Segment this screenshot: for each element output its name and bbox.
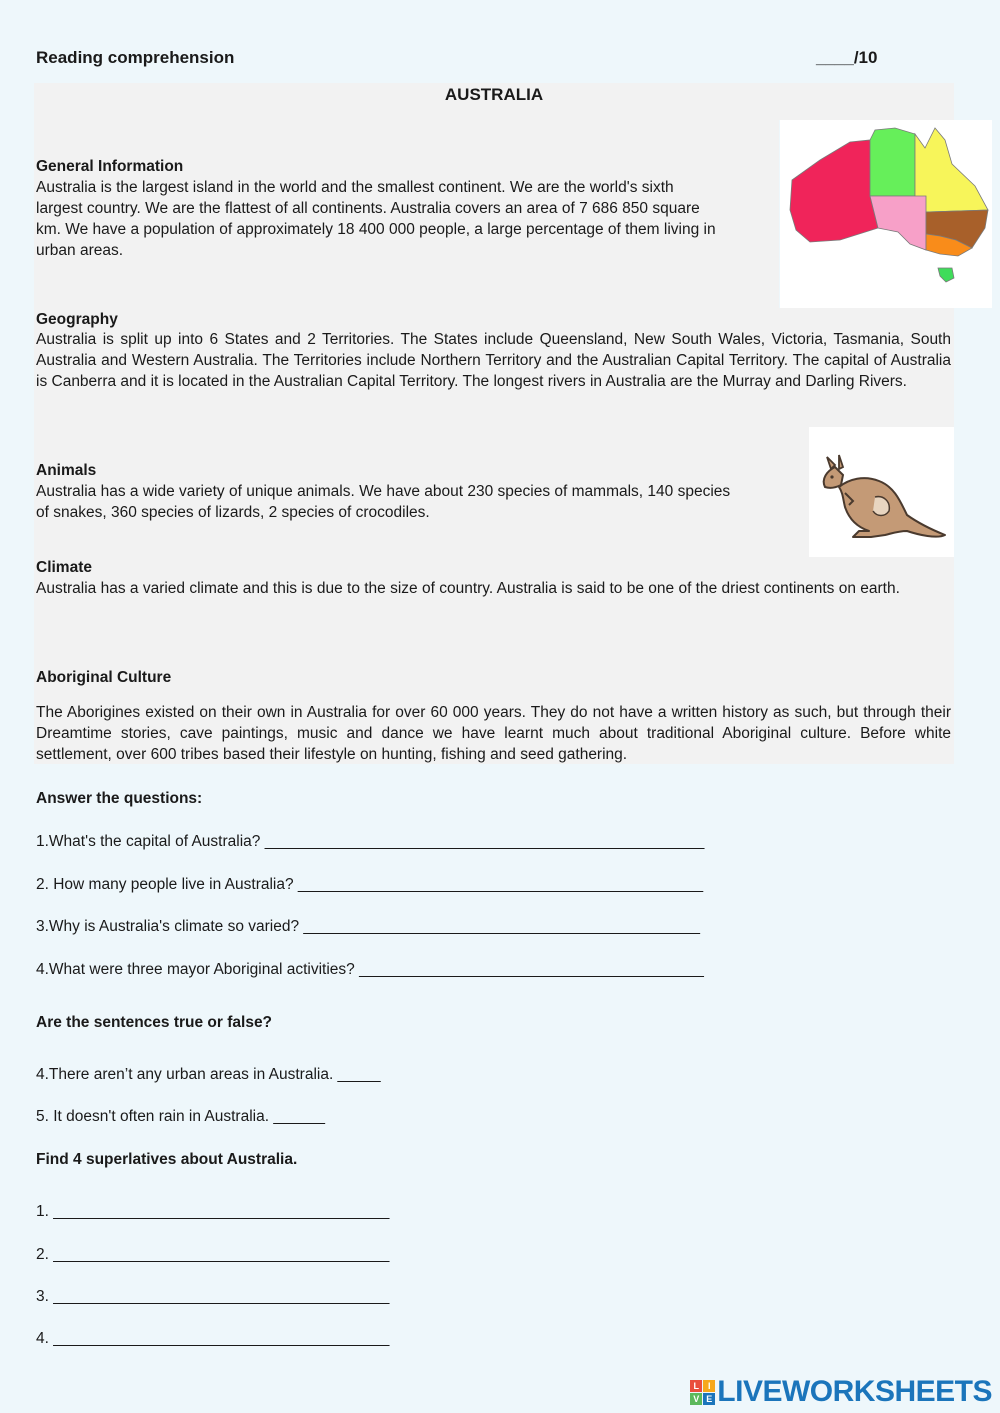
aboriginal-heading: Aboriginal Culture bbox=[36, 669, 172, 686]
aboriginal-paragraph: The Aborigines existed on their own in Australia for over 60 000 years. They do not have a written history as such, but through their Dreamtime stories, cave paintings, music and dance we have learnt much about traditional Aboriginal culture. Before white settlement, over 600 tribes based their lifestyle on hunting, fishing and seed gathering. bbox=[36, 704, 951, 763]
liveworksheets-logo[interactable] bbox=[690, 1375, 992, 1409]
kangaroo-image bbox=[809, 427, 954, 557]
worksheet-title: Reading comprehension bbox=[36, 48, 235, 67]
general-line: km. We have a population of approximately 18 400 000 people, a large percentage of them living in bbox=[36, 221, 716, 238]
logo-tile: V bbox=[690, 1393, 702, 1405]
superlative-line-3[interactable]: 3. _______________________________________ bbox=[36, 1288, 390, 1305]
superlative-line-4[interactable]: 4. _______________________________________ bbox=[36, 1330, 390, 1347]
true-false-item-2[interactable]: 5. It doesn't often rain in Australia. ______ bbox=[36, 1108, 326, 1125]
general-line: urban areas. bbox=[36, 242, 124, 259]
map-northern-territory bbox=[870, 128, 915, 196]
logo-tile: I bbox=[703, 1380, 715, 1392]
australia-map-image bbox=[780, 120, 992, 308]
question-1[interactable]: 1.What's the capital of Australia? ___________________________________________________ bbox=[36, 833, 705, 850]
logo-tile: E bbox=[703, 1393, 715, 1405]
general-line: largest country. We are the flattest of all continents. Australia covers an area of 7 686 850 square bbox=[36, 200, 700, 217]
logo-tile: L bbox=[690, 1380, 702, 1392]
animals-paragraph bbox=[36, 481, 806, 523]
score-field: ____/10 bbox=[816, 48, 878, 67]
questions-heading: Answer the questions: bbox=[36, 790, 203, 807]
geography-heading: Geography bbox=[36, 311, 118, 328]
page-title: AUSTRALIA bbox=[444, 85, 544, 104]
climate-heading: Climate bbox=[36, 559, 92, 576]
general-paragraph bbox=[36, 177, 781, 261]
true-false-item-1[interactable]: 4.There aren’t any urban areas in Australia. _____ bbox=[36, 1066, 381, 1083]
animals-line: of snakes, 360 species of lizards, 2 species of crocodiles. bbox=[36, 504, 430, 521]
superlatives-heading: Find 4 superlatives about Australia. bbox=[36, 1151, 298, 1168]
logo-text: LIVEWORKSHEETS bbox=[717, 1375, 992, 1408]
climate-paragraph: Australia has a varied climate and this is due to the size of country. Australia is said to be one of the driest continents on earth. bbox=[36, 580, 900, 597]
general-line: Australia is the largest island in the world and the smallest continent. We are the world's sixth bbox=[36, 179, 674, 196]
animals-heading: Animals bbox=[36, 462, 97, 479]
question-4[interactable]: 4.What were three mayor Aboriginal activities? ________________________________________ bbox=[36, 961, 704, 978]
geography-paragraph: Australia is split up into 6 States and 2 Territories. The States include Queensland, New South Wales, Victoria, Tasmania, South Australia and Western Australia. The Territories include Northern Territory and the Australian Capital Territory. The capital of Australia is Canberra and it is located in the Australian Capital Territory. The longest rivers in Australia are the Murray and Darling Rivers. bbox=[36, 331, 951, 390]
question-2[interactable]: 2. How many people live in Australia? _______________________________________________ bbox=[36, 876, 704, 893]
animals-line: Australia has a wide variety of unique animals. We have about 230 species of mammals, 140 species bbox=[36, 483, 731, 500]
superlative-line-1[interactable]: 1. _______________________________________ bbox=[36, 1203, 390, 1220]
logo-tiles-icon bbox=[690, 1380, 715, 1405]
question-3[interactable]: 3.Why is Australia's climate so varied? ______________________________________________ bbox=[36, 918, 700, 935]
general-heading: General Information bbox=[36, 158, 184, 175]
superlative-line-2[interactable]: 2. _______________________________________ bbox=[36, 1246, 390, 1263]
true-false-heading: Are the sentences true or false? bbox=[36, 1014, 273, 1031]
